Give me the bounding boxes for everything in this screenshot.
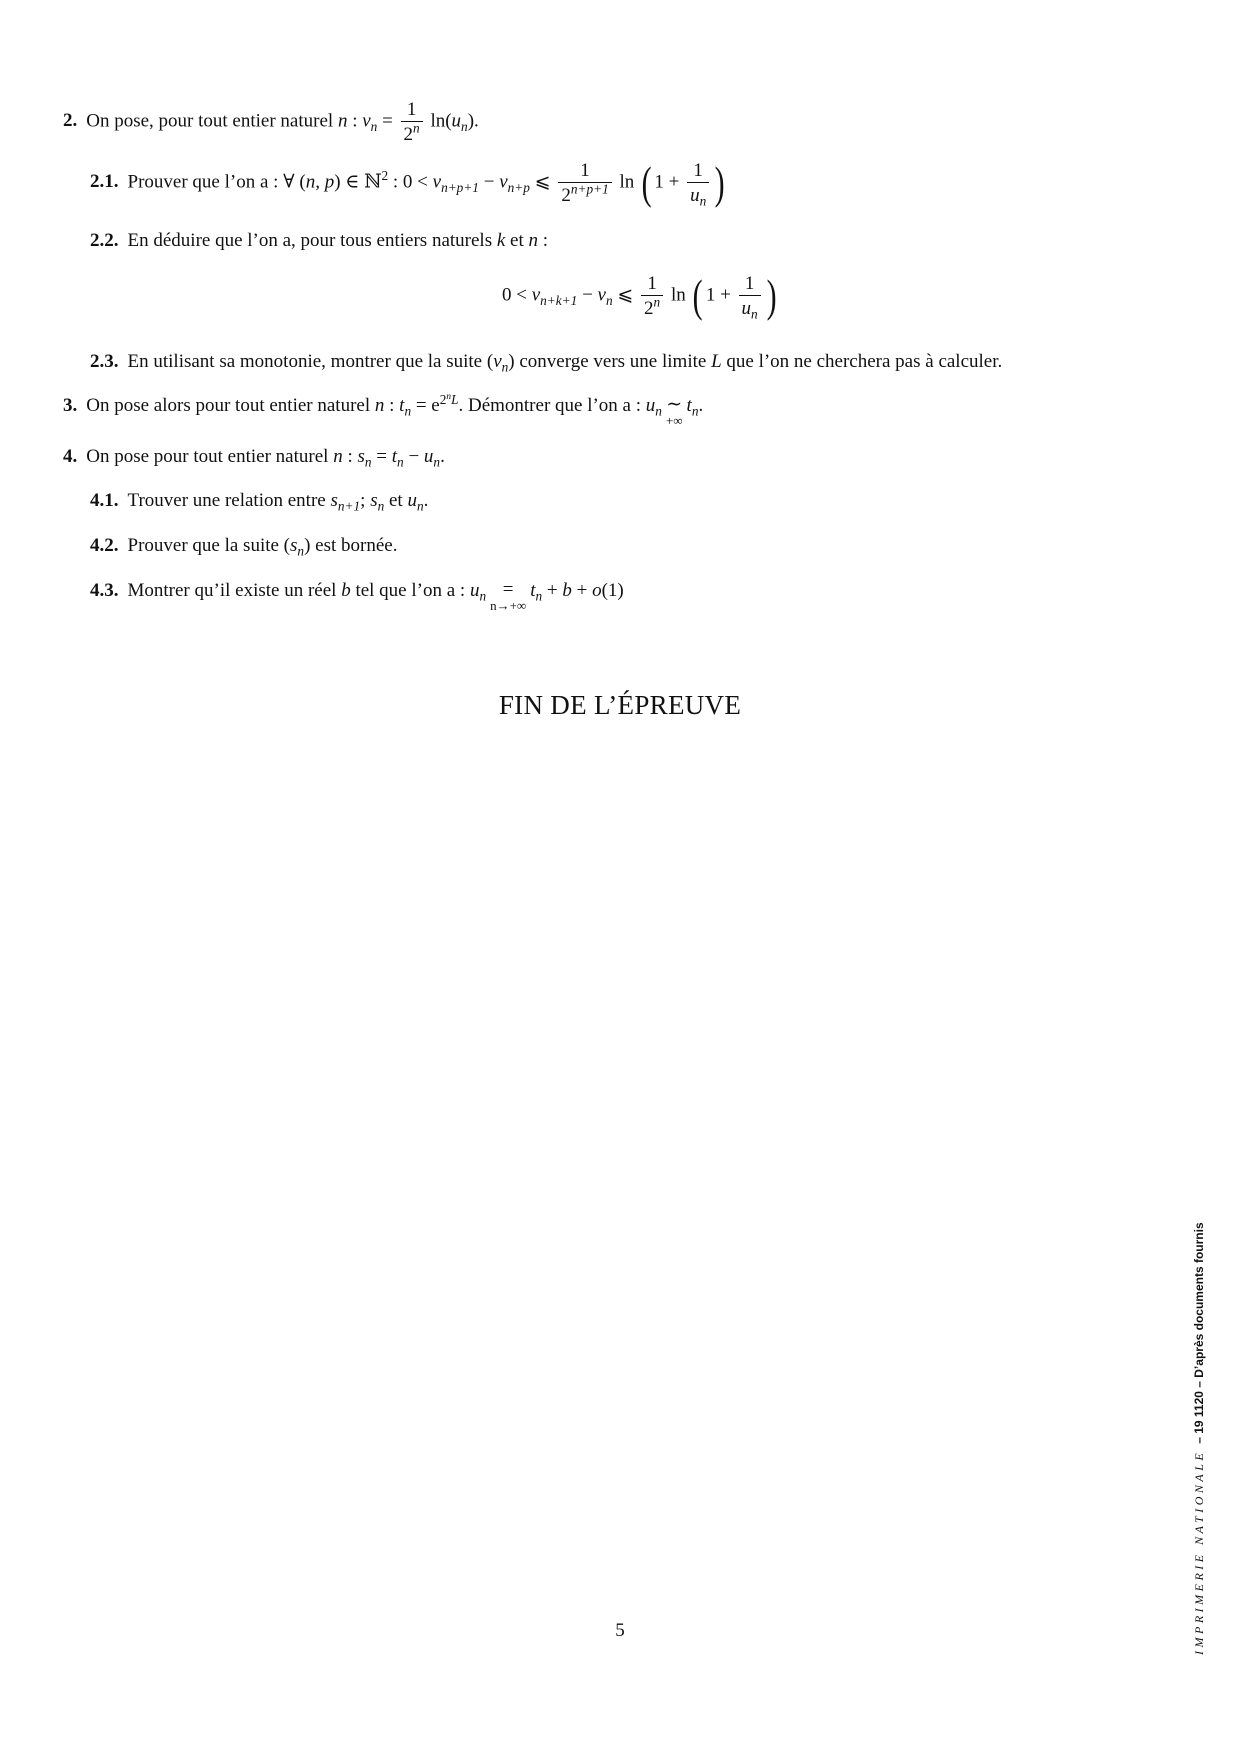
question-number: 4.: [63, 446, 78, 467]
display-equation: $0 < v_{n+k+1} - v_n$ ⩽ $\frac{1}{2^n}$ ln ( 1 + $\frac{1}{u_n}$ ): [502, 270, 777, 322]
question-number: 4.2.: [90, 535, 119, 556]
question-2-2: 2.2. En déduire que l’on a, pour tous entiers naturels k et n :: [90, 230, 549, 251]
question-text: En déduire que l’on a, pour tous entiers naturels: [127, 230, 493, 251]
equivalent-symbol: ∼ +∞: [665, 394, 683, 428]
left-paren: (: [641, 157, 652, 208]
question-number: 2.2.: [90, 230, 119, 251]
question-4-1: 4.1. Trouver une relation entre $s_{n+1}$; $s_n$ et $u_n$.: [90, 490, 429, 514]
question-2: 2. On pose, pour tout entier naturel n : $v_n$ = $\frac{1}{2^n}$ $\ln(u_n)$.: [63, 99, 479, 145]
question-4: 4. On pose pour tout entier naturel n : $s_n = t_n - u_n$.: [63, 446, 445, 470]
page-number: 5: [615, 1620, 625, 1641]
question-4-2: 4.2. Prouver que la suite $(s_n)$ est bornée.: [90, 535, 398, 559]
reference-label: – 19 1120 – D’après documents fournis: [1192, 1222, 1206, 1444]
imprimerie-label: IMPRIMERIE NATIONALE: [1192, 1449, 1206, 1655]
question-4-3: 4.3. Montrer qu’il existe un réel b tel que l’on a : $u_n$ = n→+∞ $t_n + b + o(1)$: [90, 579, 624, 613]
fraction: $\frac{1}{2^n}$: [401, 100, 423, 144]
fraction: $\frac{1}{2^n}$: [641, 274, 663, 318]
fraction: $\frac{1}{2^{n+p+1}}$: [558, 161, 611, 205]
question-number: 4.1.: [90, 490, 119, 511]
question-text: Prouver que l’on a :: [127, 171, 279, 193]
question-text: On pose, pour tout entier naturel: [86, 110, 334, 132]
question-2-1: 2.1. Prouver que l’on a : ∀ (n, p) ∈ ℕ$^2$ : $0 < v_{n+p+1} - v_{n+p}$ ⩽ $\frac{1}{2^{n+p+1}}$ ln ( 1 + $\frac{1}{u_n}$ ): [90, 157, 725, 209]
question-number: 2.: [63, 110, 78, 132]
fraction: $\frac{1}{u_n}$: [739, 274, 761, 318]
question-number: 3.: [63, 395, 78, 416]
equality-symbol: = n→+∞: [490, 579, 527, 613]
question-number: 2.1.: [90, 171, 119, 193]
question-number: 2.3.: [90, 351, 119, 372]
side-imprint: [1192, 1222, 1207, 1655]
end-title: FIN DE L’ÉPREUVE: [498, 690, 742, 720]
right-paren: ): [714, 157, 725, 208]
question-3: 3. On pose alors pour tout entier naturel n : $t_n = e^{2^nL}$. Démontrer que l’on a : $u_n$ ∼ +∞ $t_n$.: [63, 391, 704, 428]
left-paren: (: [693, 270, 704, 321]
fraction: $\frac{1}{u_n}$: [687, 161, 709, 205]
question-2-3: 2.3. En utilisant sa monotonie, montrer que la suite $(v_n)$ converge vers une limite L que l’on ne cherchera pas à calculer.: [90, 351, 1003, 375]
question-number: 4.3.: [90, 580, 119, 601]
right-paren: ): [766, 270, 777, 321]
